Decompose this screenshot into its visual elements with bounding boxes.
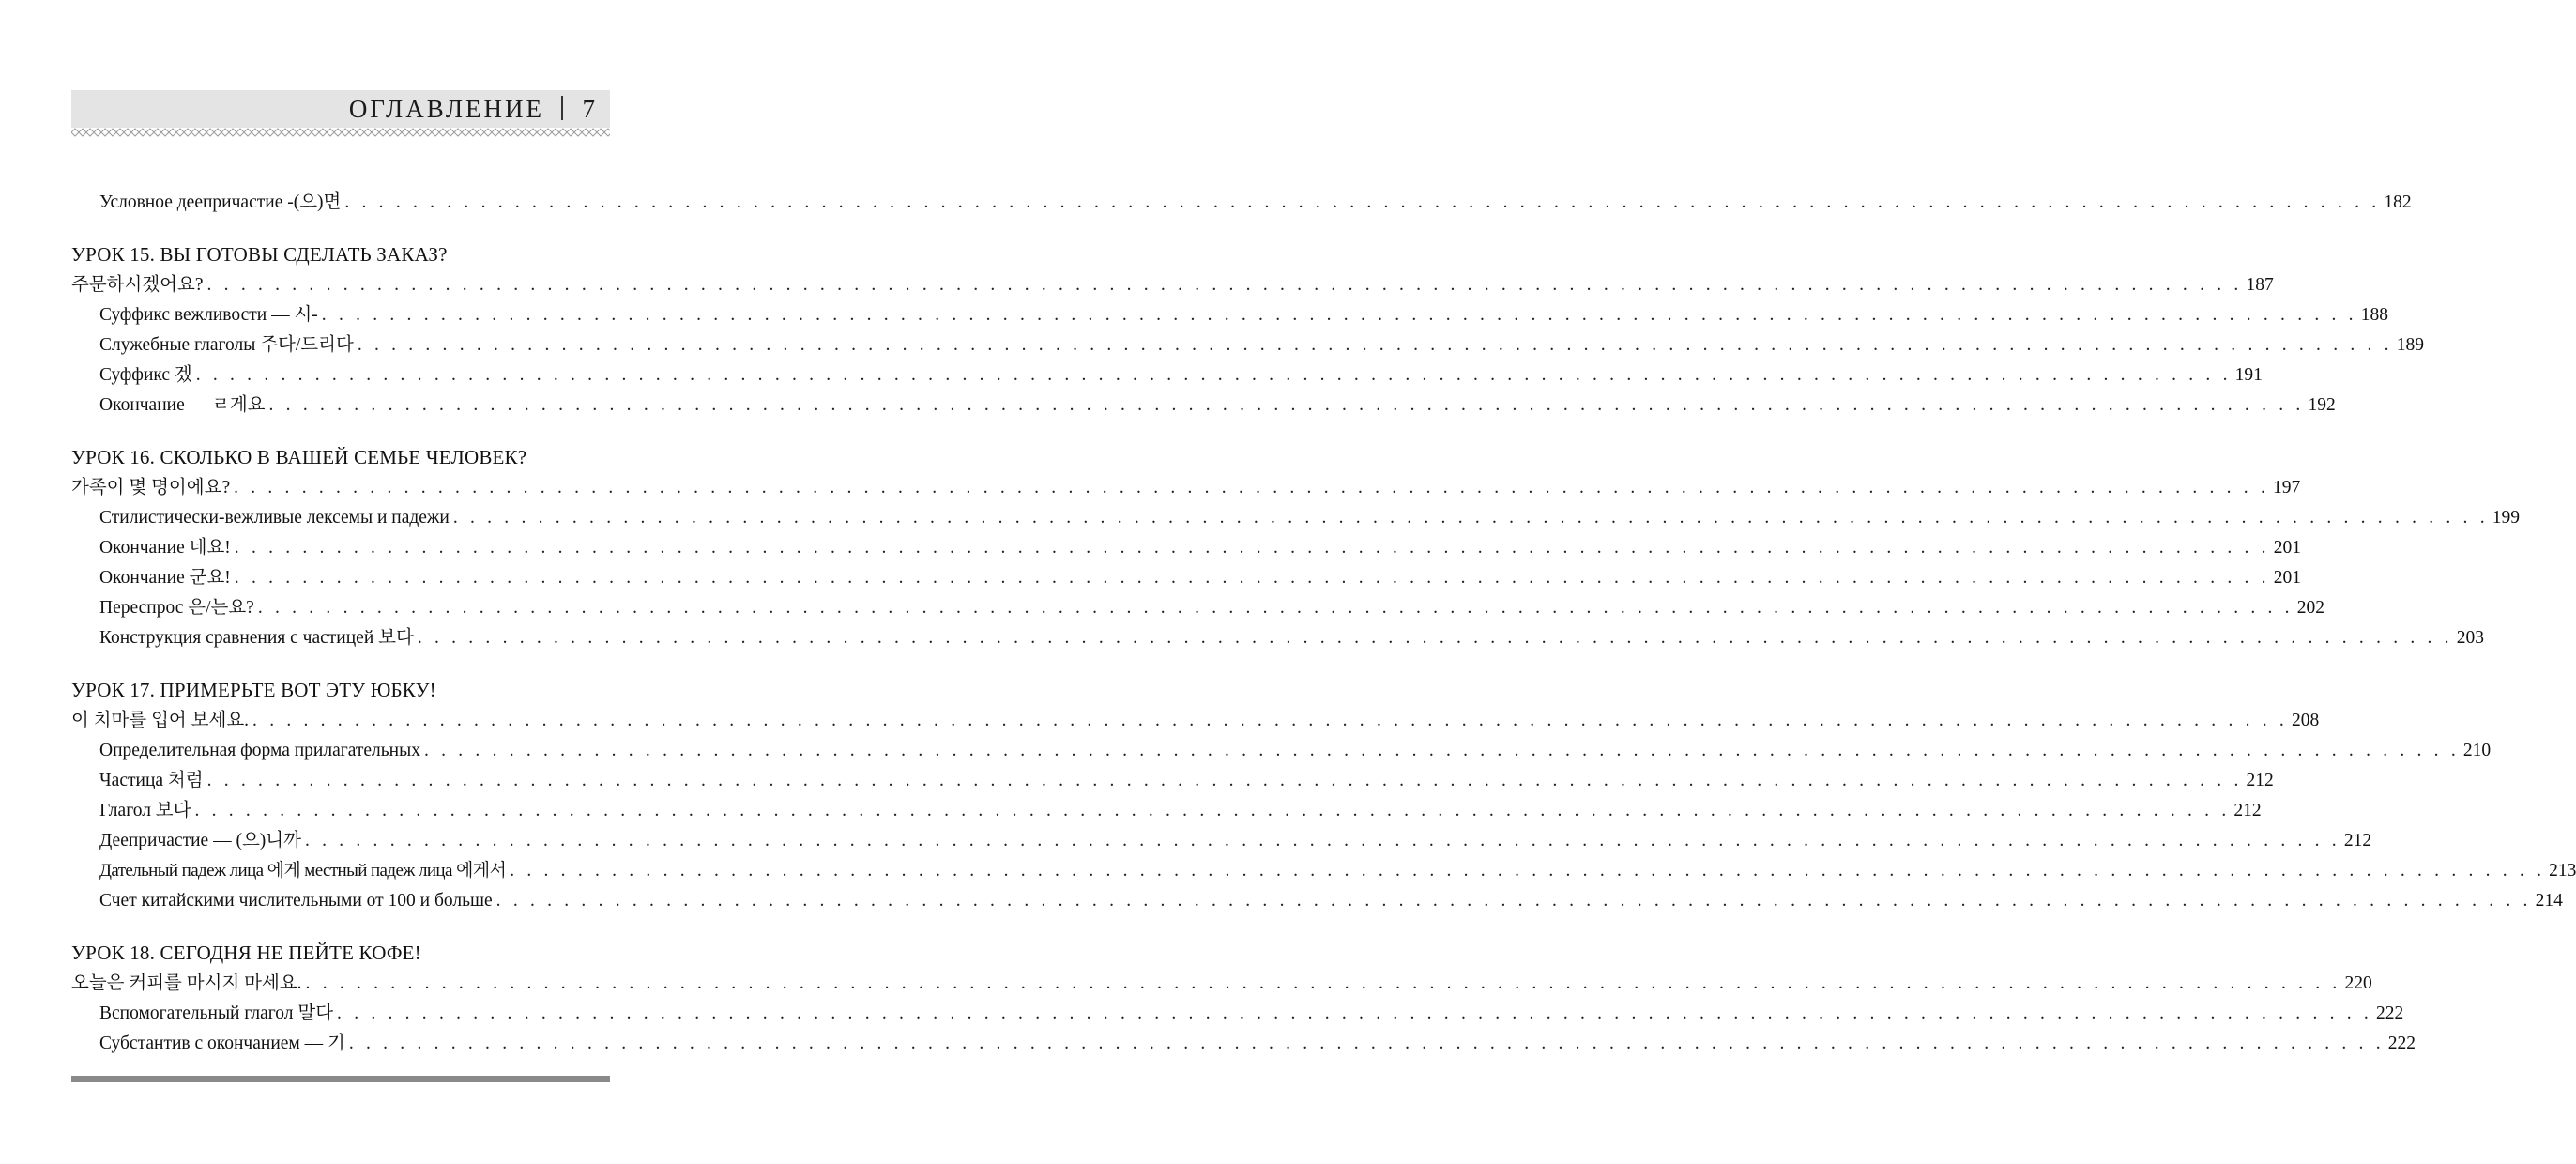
toc-entry-page: 182 <box>2384 192 2412 212</box>
toc-entry-title: Окончание 군요! <box>99 568 231 588</box>
header-separator <box>561 96 563 120</box>
lesson-heading: УРОК 16. СКОЛЬКО В ВАШЕЙ СЕМЬЕ ЧЕЛОВЕК? <box>71 446 527 468</box>
toc-entry-page: 199 <box>2492 508 2521 528</box>
lesson-heading: УРОК 18. СЕГОДНЯ НЕ ПЕЙТЕ КОФЕ! <box>71 942 421 964</box>
toc-entry-page: 187 <box>2246 275 2274 295</box>
dot-leader: . . . . . . . . . . . . . . . . . . . . . . . . . . . . . . . . . . . . . . . . . . . . . . . . . . . . . . . . . . . . . . . . . . . . . . . . . . . . . . . . . . . . . . . . . . . . . . . . . . . . . . . . . . . . . . . . . . . . . . . . <box>452 508 2489 528</box>
toc-entry-page: 212 <box>2343 831 2372 850</box>
toc-entry-title: 이 치마를 입어 보세요. <box>71 711 250 730</box>
toc-entry-title: Вспомогательный глагол 말다 <box>99 1003 334 1023</box>
toc-entry-title: Стилистически-вежливые лексемы и падежи <box>99 508 450 528</box>
toc-entry-title: Субстантив с окончанием — 기 <box>99 1034 345 1053</box>
dot-leader: . . . . . . . . . . . . . . . . . . . . . . . . . . . . . . . . . . . . . . . . . . . . . . . . . . . . . . . . . . . . . . . . . . . . . . . . . . . . . . . . . . . . . . . . . . . . . . . . . . . . . . . . . . . . . . . . . . . . . . . . <box>268 395 2305 415</box>
toc-entry-page: 192 <box>2308 395 2336 415</box>
toc-entry-title: Окончание — ㄹ게요 <box>99 395 266 415</box>
dot-leader: . . . . . . . . . . . . . . . . . . . . . . . . . . . . . . . . . . . . . . . . . . . . . . . . . . . . . . . . . . . . . . . . . . . . . . . . . . . . . . . . . . . . . . . . . . . . . . . . . . . . . . . . . . . . . . . . . . . . . . . . <box>321 305 2357 325</box>
toc-entry-page: 210 <box>2462 741 2492 760</box>
toc-entry <box>71 969 2372 999</box>
toc-entry-page: 222 <box>2375 1003 2404 1023</box>
dot-leader: . . . . . . . . . . . . . . . . . . . . . . . . . . . . . . . . . . . . . . . . . . . . . . . . . . . . . . . . . . . . . . . . . . . . . . . . . . . . . . . . . . . . . . . . . . . . . . . . . . . . . . . . . . . . . . . . . . . . . . . . <box>195 365 2232 385</box>
toc-entry-page: 201 <box>2273 538 2301 558</box>
toc-entry-title: Окончание 네요! <box>99 538 231 558</box>
dot-leader: . . . . . . . . . . . . . . . . . . . . . . . . . . . . . . . . . . . . . . . . . . . . . . . . . . . . . . . . . . . . . . . . . . . . . . . . . . . . . . . . . . . . . . . . . . . . . . . . . . . . . . . . . . . . . . . . . . . . . . . . <box>423 741 2460 760</box>
toc-entry-title: Глагол 보다 <box>99 801 191 820</box>
dot-leader: . . . . . . . . . . . . . . . . . . . . . . . . . . . . . . . . . . . . . . . . . . . . . . . . . . . . . . . . . . . . . . . . . . . . . . . . . . . . . . . . . . . . . . . . . . . . . . . . . . . . . . . . . . . . . . . . . . . . . . . . <box>252 711 2288 730</box>
toc-entry <box>71 503 2521 533</box>
dot-leader: . . . . . . . . . . . . . . . . . . . . . . . . . . . . . . . . . . . . . . . . . . . . . . . . . . . . . . . . . . . . . . . . . . . . . . . . . . . . . . . . . . . . . . . . . . . . . . . . . . . . . . . . . . . . . . . . . . . . . . . . <box>305 973 2341 993</box>
dot-leader: . . . . . . . . . . . . . . . . . . . . . . . . . . . . . . . . . . . . . . . . . . . . . . . . . . . . . . . . . . . . . . . . . . . . . . . . . . . . . . . . . . . . . . . . . . . . . . . . . . . . . . . . . . . . . . . . . . . . . . . . <box>234 538 2270 558</box>
toc-entry-title: Частица 처럼 <box>99 771 204 790</box>
dot-leader: . . . . . . . . . . . . . . . . . . . . . . . . . . . . . . . . . . . . . . . . . . . . . . . . . . . . . . . . . . . . . . . . . . . . . . . . . . . . . . . . . . . . . . . . . . . . . . . . . . . . . . . . . . . . . . . . . . . . . . . . <box>417 628 2453 648</box>
toc-entry-page: 214 <box>2535 891 2563 911</box>
toc-entry <box>71 473 2301 503</box>
toc-entry <box>71 360 2263 391</box>
toc-entry <box>71 796 2262 826</box>
toc-entry-title: Определительная форма прилагательных <box>99 741 420 760</box>
dot-leader: . . . . . . . . . . . . . . . . . . . . . . . . . . . . . . . . . . . . . . . . . . . . . . . . . . . . . . . . . . . . . . . . . . . . . . . . . . . . . . . . . . . . . . . . . . . . . . . . . . . . . . . . . . . . . . . . . . . . . . . . <box>495 891 2532 911</box>
toc-entry <box>71 736 2492 766</box>
toc-entry <box>71 856 2576 886</box>
toc-entry-title: Условное деепричастие -(으)면 <box>99 192 342 212</box>
toc-entry-title: Деепричастие — (으)니까 <box>99 831 301 850</box>
dot-leader: . . . . . . . . . . . . . . . . . . . . . . . . . . . . . . . . . . . . . . . . . . . . . . . . . . . . . . . . . . . . . . . . . . . . . . . . . . . . . . . . . . . . . . . . . . . . . . . . . . . . . . . . . . . . . . . . . . . . . . . . <box>348 1034 2385 1053</box>
dot-leader: . . . . . . . . . . . . . . . . . . . . . . . . . . . . . . . . . . . . . . . . . . . . . . . . . . . . . . . . . . . . . . . . . . . . . . . . . . . . . . . . . . . . . . . . . . . . . . . . . . . . . . . . . . . . . . . . . . . . . . . . <box>344 192 2381 212</box>
toc-entry-page: 188 <box>2360 305 2388 325</box>
dot-leader: . . . . . . . . . . . . . . . . . . . . . . . . . . . . . . . . . . . . . . . . . . . . . . . . . . . . . . . . . . . . . . . . . . . . . . . . . . . . . . . . . . . . . . . . . . . . . . . . . . . . . . . . . . . . . . . . . . . . . . . . <box>304 831 2340 850</box>
dot-leader: . . . . . . . . . . . . . . . . . . . . . . . . . . . . . . . . . . . . . . . . . . . . . . . . . . . . . . . . . . . . . . . . . . . . . . . . . . . . . . . . . . . . . . . . . . . . . . . . . . . . . . . . . . . . . . . . . . . . . . . . <box>234 568 2270 588</box>
toc-entry-title: 주문하시겠어요? <box>71 275 204 295</box>
toc-entry <box>71 270 2274 300</box>
toc-entry <box>71 999 2404 1029</box>
toc-entry-title: Суффикс 겠 <box>99 365 192 385</box>
dot-leader: . . . . . . . . . . . . . . . . . . . . . . . . . . . . . . . . . . . . . . . . . . . . . . . . . . . . . . . . . . . . . . . . . . . . . . . . . . . . . . . . . . . . . . . . . . . . . . . . . . . . . . . . . . . . . . . . . . . . . . . . <box>337 1003 2372 1023</box>
toc-entry-page: 222 <box>2387 1034 2416 1053</box>
toc-entry <box>71 563 2301 593</box>
dot-leader: . . . . . . . . . . . . . . . . . . . . . . . . . . . . . . . . . . . . . . . . . . . . . . . . . . . . . . . . . . . . . . . . . . . . . . . . . . . . . . . . . . . . . . . . . . . . . . . . . . . . . . . . . . . . . . . . . . . . . . . . <box>234 478 2270 498</box>
toc-entry-title: 오늘은 커피를 마시지 마세요. <box>71 973 302 993</box>
header-title: ОГЛАВЛЕНИЕ <box>348 95 544 123</box>
toc-entry-page: 212 <box>2233 801 2262 820</box>
toc-entry-page: 189 <box>2396 335 2424 355</box>
toc-entry <box>71 1029 2416 1059</box>
toc-entry-title: 가족이 몇 명이에요? <box>71 478 231 498</box>
lesson-gap <box>71 916 610 937</box>
toc-entry-page: 201 <box>2273 568 2301 588</box>
page-number: 7 <box>582 95 595 123</box>
toc-entry-page: 203 <box>2456 628 2485 648</box>
dot-leader: . . . . . . . . . . . . . . . . . . . . . . . . . . . . . . . . . . . . . . . . . . . . . . . . . . . . . . . . . . . . . . . . . . . . . . . . . . . . . . . . . . . . . . . . . . . . . . . . . . . . . . . . . . . . . . . . . . . . . . . . <box>357 335 2393 355</box>
dot-leader: . . . . . . . . . . . . . . . . . . . . . . . . . . . . . . . . . . . . . . . . . . . . . . . . . . . . . . . . . . . . . . . . . . . . . . . . . . . . . . . . . . . . . . . . . . . . . . . . . . . . . . . . . . . . . . . . . . . . . . . . <box>194 801 2231 820</box>
toc-entry-title: Служебные глаголы 주다/드리다 <box>99 335 354 355</box>
lesson-gap <box>71 653 610 674</box>
toc-entry <box>71 593 2325 623</box>
lesson-heading: УРОК 17. ПРИМЕРЬТЕ ВОТ ЭТУ ЮБКУ! <box>71 679 436 701</box>
dot-leader: . . . . . . . . . . . . . . . . . . . . . . . . . . . . . . . . . . . . . . . . . . . . . . . . . . . . . . . . . . . . . . . . . . . . . . . . . . . . . . . . . . . . . . . . . . . . . . . . . . . . . . . . . . . . . . . . . . . . . . . . <box>206 275 2243 295</box>
toc-entry <box>71 300 2388 330</box>
toc-entry <box>71 623 2485 653</box>
toc-entry-page: 220 <box>2344 973 2372 993</box>
toc-entry-title: Суффикс вежливости — 시- <box>99 305 318 325</box>
toc-entry <box>71 533 2301 563</box>
toc-entry-page: 202 <box>2296 598 2325 618</box>
header-ornament <box>71 128 610 137</box>
dot-leader: . . . . . . . . . . . . . . . . . . . . . . . . . . . . . . . . . . . . . . . . . . . . . . . . . . . . . . . . . . . . . . . . . . . . . . . . . . . . . . . . . . . . . . . . . . . . . . . . . . . . . . . . . . . . . . . . . . . . . . . . <box>510 861 2546 881</box>
toc-entry-page: 197 <box>2273 478 2301 498</box>
toc-entry <box>71 826 2372 856</box>
toc-entry-title: Дательный падеж лица 에게 местный падеж лица 에게서 <box>99 861 507 881</box>
running-header <box>71 90 610 128</box>
toc-entry-page: 191 <box>2234 365 2263 385</box>
table-of-contents <box>71 188 2576 1059</box>
toc-entry <box>71 391 2336 421</box>
lesson-gap <box>71 218 610 238</box>
toc-entry-page: 212 <box>2246 771 2274 790</box>
toc-entry-page: 213 <box>2549 861 2576 881</box>
toc-entry-title: Счет китайскими числительными от 100 и больше <box>99 891 493 911</box>
toc-entry <box>71 330 2424 360</box>
lesson-gap <box>71 421 610 441</box>
footer-rule <box>71 1076 610 1082</box>
toc-entry <box>71 766 2274 796</box>
toc-entry-title: Конструкция сравнения с частицей 보다 <box>99 628 414 648</box>
lesson-heading: УРОК 15. ВЫ ГОТОВЫ СДЕЛАТЬ ЗАКАЗ? <box>71 243 448 266</box>
toc-entry <box>71 188 2412 218</box>
toc-entry-title: Переспрос 은/는요? <box>99 598 254 618</box>
dot-leader: . . . . . . . . . . . . . . . . . . . . . . . . . . . . . . . . . . . . . . . . . . . . . . . . . . . . . . . . . . . . . . . . . . . . . . . . . . . . . . . . . . . . . . . . . . . . . . . . . . . . . . . . . . . . . . . . . . . . . . . . <box>206 771 2243 790</box>
toc-entry-page: 208 <box>2291 711 2320 730</box>
toc-entry <box>71 886 2563 916</box>
dot-leader: . . . . . . . . . . . . . . . . . . . . . . . . . . . . . . . . . . . . . . . . . . . . . . . . . . . . . . . . . . . . . . . . . . . . . . . . . . . . . . . . . . . . . . . . . . . . . . . . . . . . . . . . . . . . . . . . . . . . . . . . <box>257 598 2294 618</box>
toc-entry <box>71 706 2320 736</box>
